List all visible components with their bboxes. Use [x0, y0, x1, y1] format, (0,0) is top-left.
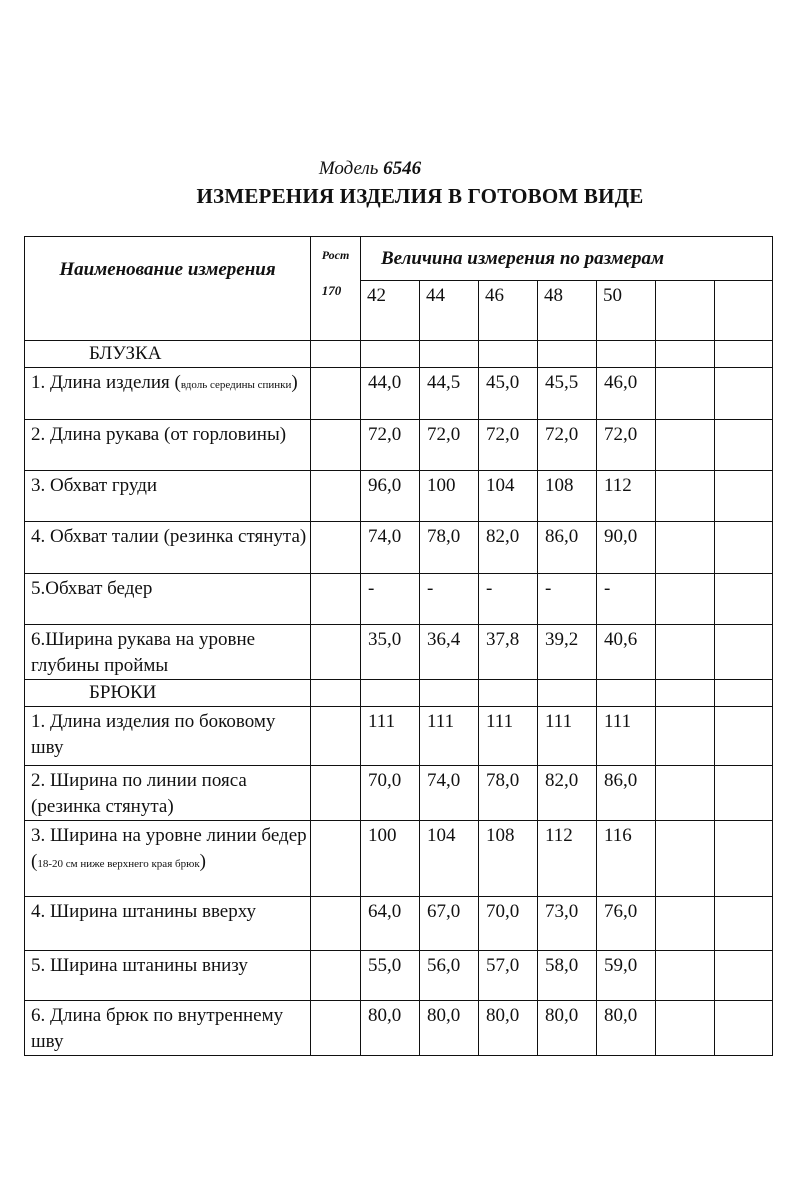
height-cell [311, 951, 361, 1001]
model-prefix: Модель [318, 158, 379, 179]
value-cell: 72,0 [420, 420, 479, 471]
height-cell [311, 471, 361, 522]
table-row [25, 1001, 773, 1056]
value-cell: 111 [479, 707, 538, 766]
value-cell: 57,0 [479, 951, 538, 1001]
value-cell: 100 [420, 471, 479, 522]
value-cell: 55,0 [361, 951, 420, 1001]
section-title: БРЮКИ [25, 680, 311, 707]
empty-cell [656, 625, 715, 680]
section-row [25, 341, 773, 368]
height-cell [311, 766, 361, 821]
label-text: 3. Ширина на уровне линии бедер ( [31, 825, 307, 872]
value-cell: 116 [597, 821, 656, 897]
value-cell: 108 [538, 471, 597, 522]
value-cell: - [361, 574, 420, 625]
empty-cell [715, 522, 773, 574]
empty-cell [479, 341, 538, 368]
table-row [25, 471, 773, 522]
model-number: 6546 [383, 158, 422, 179]
value-cell: 46,0 [597, 368, 656, 420]
measurement-label [25, 368, 311, 420]
size-header-empty [656, 281, 715, 341]
value-cell: 56,0 [420, 951, 479, 1001]
empty-cell [538, 341, 597, 368]
empty-cell [597, 341, 656, 368]
height-header-cell [311, 237, 361, 341]
value-cell: 72,0 [538, 420, 597, 471]
label-text: 4. Обхват талии (резинка стянута) [31, 526, 307, 547]
empty-cell [656, 341, 715, 368]
label-text: 1. Длина изделия ( [31, 372, 181, 393]
empty-cell [656, 951, 715, 1001]
empty-cell [656, 766, 715, 821]
value-cell: 80,0 [597, 1001, 656, 1056]
empty-cell [715, 341, 773, 368]
value-cell: 37,8 [479, 625, 538, 680]
value-cell: 111 [597, 707, 656, 766]
height-cell [311, 420, 361, 471]
value-cell: 80,0 [361, 1001, 420, 1056]
value-cell: 72,0 [597, 420, 656, 471]
value-cell: 44,5 [420, 368, 479, 420]
value-cell: 104 [479, 471, 538, 522]
table-row [25, 574, 773, 625]
empty-cell [538, 680, 597, 707]
label-note: 18-20 см ниже верхнего края брюк [37, 858, 200, 870]
empty-cell [361, 680, 420, 707]
measurement-label [25, 522, 311, 574]
empty-cell [715, 680, 773, 707]
empty-cell [715, 420, 773, 471]
value-cell: 78,0 [479, 766, 538, 821]
empty-cell [715, 766, 773, 821]
value-cell: 82,0 [538, 766, 597, 821]
label-text: 3. Обхват груди [31, 475, 158, 496]
empty-cell [656, 707, 715, 766]
value-cell: 74,0 [420, 766, 479, 821]
label-text: 2. Ширина по линии пояса (резинка стянута) [31, 770, 247, 817]
height-cell [311, 707, 361, 766]
empty-cell [420, 341, 479, 368]
label-tail: ) [199, 851, 206, 872]
value-cell: 59,0 [597, 951, 656, 1001]
table-row [25, 707, 773, 766]
empty-cell [656, 1001, 715, 1056]
value-cell: 111 [361, 707, 420, 766]
value-cell: 70,0 [479, 897, 538, 951]
size-header: 50 [597, 281, 656, 341]
empty-cell [715, 368, 773, 420]
measurement-label [25, 574, 311, 625]
measurement-label [25, 625, 311, 680]
size-header: 46 [479, 281, 538, 341]
value-cell: 39,2 [538, 625, 597, 680]
value-cell: 58,0 [538, 951, 597, 1001]
measurement-label [25, 951, 311, 1001]
label-text: 5.Обхват бедер [31, 578, 153, 599]
value-cell: 86,0 [538, 522, 597, 574]
measurement-label [25, 897, 311, 951]
document-title: ИЗМЕРЕНИЯ ИЗДЕЛИЯ В ГОТОВОМ ВИДЕ [196, 184, 644, 208]
value-cell: 70,0 [361, 766, 420, 821]
table-row [25, 951, 773, 1001]
measurement-label [25, 821, 311, 897]
measurements-table [24, 236, 773, 1056]
value-cell: 80,0 [538, 1001, 597, 1056]
value-cell: 80,0 [420, 1001, 479, 1056]
label-text: 4. Ширина штанины вверху [31, 901, 257, 922]
value-cell: 78,0 [420, 522, 479, 574]
height-cell [311, 625, 361, 680]
value-cell: 104 [420, 821, 479, 897]
table-row [25, 368, 773, 420]
table-row [25, 522, 773, 574]
empty-cell [715, 574, 773, 625]
value-cell: - [538, 574, 597, 625]
label-text: 6. Длина брюк по внутреннему шву [31, 1005, 284, 1052]
section-row [25, 680, 773, 707]
value-cell: 72,0 [479, 420, 538, 471]
measurement-label [25, 1001, 311, 1056]
empty-cell [715, 707, 773, 766]
empty-cell [656, 821, 715, 897]
value-cell: - [479, 574, 538, 625]
value-cell: 73,0 [538, 897, 597, 951]
height-cell [311, 1001, 361, 1056]
height-cell [311, 522, 361, 574]
value-cell: - [597, 574, 656, 625]
label-note: вдоль середины спинки [180, 379, 292, 391]
measurement-label [25, 766, 311, 821]
value-cell: 111 [538, 707, 597, 766]
value-cell: 96,0 [361, 471, 420, 522]
value-cell: 35,0 [361, 625, 420, 680]
section-title: БЛУЗКА [25, 341, 311, 368]
value-cell: 112 [538, 821, 597, 897]
height-cell [311, 368, 361, 420]
empty-cell [361, 341, 420, 368]
size-values-header: Величина измерения по размерам [361, 237, 773, 281]
measurement-label [25, 707, 311, 766]
empty-cell [656, 897, 715, 951]
empty-cell [311, 680, 361, 707]
empty-cell [656, 522, 715, 574]
empty-cell [715, 471, 773, 522]
table-row [25, 766, 773, 821]
value-cell: 90,0 [597, 522, 656, 574]
height-cell [311, 574, 361, 625]
value-cell: 80,0 [479, 1001, 538, 1056]
table-row [25, 420, 773, 471]
height-value: 170 [321, 283, 342, 298]
value-cell: 112 [597, 471, 656, 522]
size-header: 42 [361, 281, 420, 341]
label-text: 1. Длина изделия по боковому шву [31, 711, 276, 758]
height-cell [311, 821, 361, 897]
value-cell: 86,0 [597, 766, 656, 821]
measurement-name-header: Наименование измерения [25, 237, 311, 341]
label-text: 6.Ширина рукава на уровне глубины проймы [31, 629, 256, 676]
size-header-empty [715, 281, 773, 341]
value-cell: 44,0 [361, 368, 420, 420]
empty-cell [715, 897, 773, 951]
empty-cell [656, 471, 715, 522]
height-cell [311, 897, 361, 951]
empty-cell [479, 680, 538, 707]
empty-cell [656, 368, 715, 420]
height-header: Рост [321, 248, 350, 262]
label-text: 2. Длина рукава (от горловины) [31, 424, 287, 445]
value-cell: 82,0 [479, 522, 538, 574]
table-row [25, 821, 773, 897]
empty-cell [715, 625, 773, 680]
empty-cell [656, 680, 715, 707]
value-cell: 45,0 [479, 368, 538, 420]
empty-cell [420, 680, 479, 707]
label-tail: ) [291, 372, 298, 393]
value-cell: 111 [420, 707, 479, 766]
value-cell: 72,0 [361, 420, 420, 471]
value-cell: 100 [361, 821, 420, 897]
empty-cell [715, 951, 773, 1001]
value-cell: 74,0 [361, 522, 420, 574]
value-cell: 45,5 [538, 368, 597, 420]
value-cell: 67,0 [420, 897, 479, 951]
label-text: 5. Ширина штанины внизу [31, 955, 248, 976]
size-header: 44 [420, 281, 479, 341]
empty-cell [656, 574, 715, 625]
empty-cell [715, 1001, 773, 1056]
value-cell: - [420, 574, 479, 625]
value-cell: 36,4 [420, 625, 479, 680]
size-header: 48 [538, 281, 597, 341]
empty-cell [656, 420, 715, 471]
value-cell: 76,0 [597, 897, 656, 951]
value-cell: 40,6 [597, 625, 656, 680]
measurement-label [25, 420, 311, 471]
value-cell: 108 [479, 821, 538, 897]
empty-cell [311, 341, 361, 368]
empty-cell [715, 821, 773, 897]
table-row [25, 897, 773, 951]
empty-cell [597, 680, 656, 707]
table-row [25, 625, 773, 680]
value-cell: 64,0 [361, 897, 420, 951]
measurement-label [25, 471, 311, 522]
model-line [0, 158, 740, 180]
